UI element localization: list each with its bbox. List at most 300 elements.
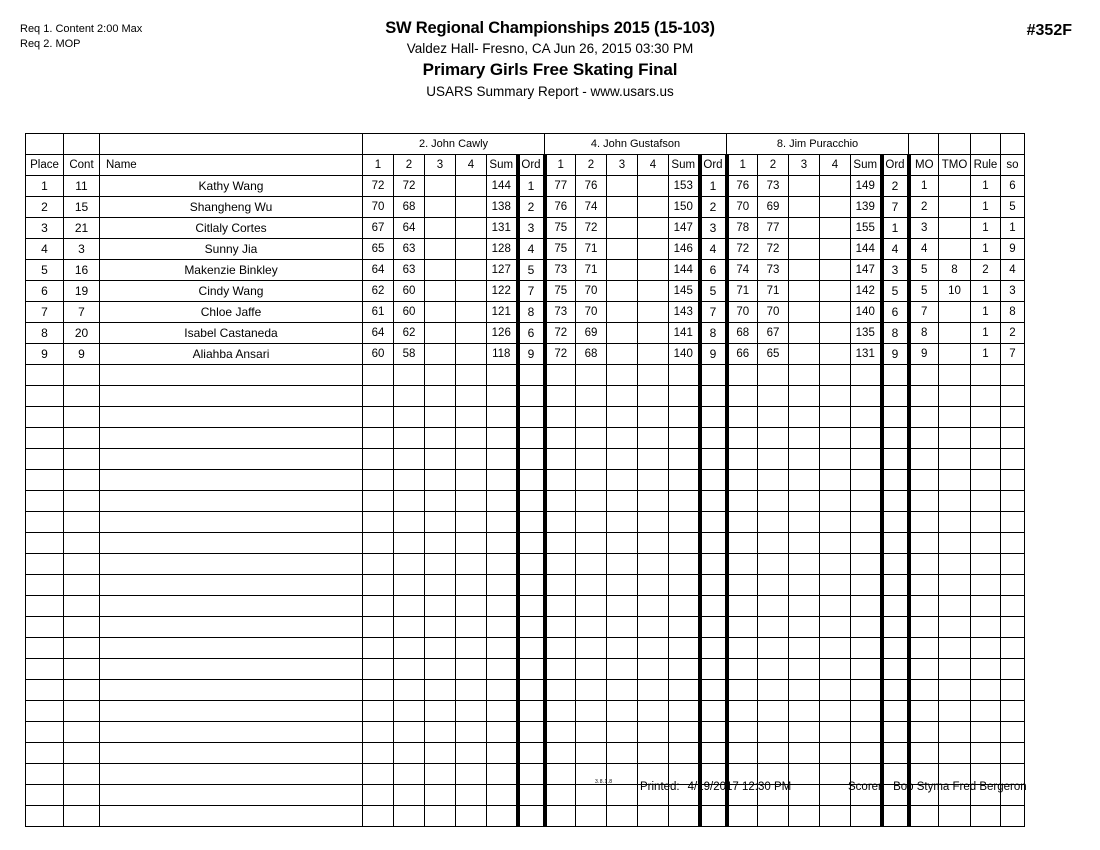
cell-j2-sum: 140 [669, 344, 700, 365]
cell-empty [518, 743, 545, 764]
cell-empty [909, 491, 939, 512]
cell-empty [909, 575, 939, 596]
cell-empty [1001, 470, 1025, 491]
cell-empty [64, 596, 100, 617]
cell-empty [820, 764, 851, 785]
cell-empty [1001, 491, 1025, 512]
cell-empty [607, 617, 638, 638]
cell-empty [882, 575, 909, 596]
cell-empty [518, 407, 545, 428]
cell-empty [727, 407, 758, 428]
cell-j1-sum: 128 [487, 239, 518, 260]
cell-j2-score-3 [607, 302, 638, 323]
cell-empty [425, 806, 456, 827]
cell-j1-score-3 [425, 281, 456, 302]
cell-empty [100, 701, 363, 722]
cell-j2-sum: 145 [669, 281, 700, 302]
cell-empty [518, 596, 545, 617]
cell-j2-score-2: 74 [576, 197, 607, 218]
cell-j2-score-2: 71 [576, 260, 607, 281]
cell-empty [425, 680, 456, 701]
cell-j3-score-3 [789, 344, 820, 365]
cell-empty [851, 701, 882, 722]
cell-j1-score-1: 65 [363, 239, 394, 260]
cell-empty [456, 554, 487, 575]
cell-empty [64, 449, 100, 470]
cell-empty [820, 596, 851, 617]
cell-empty [939, 491, 971, 512]
cell-empty [576, 533, 607, 554]
cell-j3-score-1: 78 [727, 218, 758, 239]
cell-empty [607, 533, 638, 554]
cell-empty [758, 491, 789, 512]
cell-empty [638, 596, 669, 617]
cell-empty [882, 680, 909, 701]
cell-empty [700, 680, 727, 701]
cell-tmo: 10 [939, 281, 971, 302]
cell-empty [576, 659, 607, 680]
cell-empty [700, 365, 727, 386]
cell-j1-score-2: 63 [394, 239, 425, 260]
cell-empty [727, 722, 758, 743]
cell-so: 7 [1001, 344, 1025, 365]
cell-empty [909, 617, 939, 638]
cell-empty [487, 680, 518, 701]
cell-empty [638, 554, 669, 575]
cell-empty [26, 449, 64, 470]
cell-j1-score-3 [425, 197, 456, 218]
cell-empty [487, 596, 518, 617]
cell-empty [576, 680, 607, 701]
cell-tmo [939, 302, 971, 323]
cell-empty [820, 512, 851, 533]
cell-empty [700, 554, 727, 575]
cell-empty [638, 638, 669, 659]
cell-empty [669, 617, 700, 638]
cell-empty [669, 386, 700, 407]
cell-j3-score-1: 71 [727, 281, 758, 302]
cell-empty [909, 722, 939, 743]
cell-empty [487, 701, 518, 722]
cell-empty [909, 743, 939, 764]
cell-empty [545, 806, 576, 827]
cell-j1-score-1: 64 [363, 323, 394, 344]
cell-j3-sum: 142 [851, 281, 882, 302]
cell-empty [100, 512, 363, 533]
cell-empty [971, 365, 1001, 386]
cell-empty [939, 386, 971, 407]
cell-empty [851, 470, 882, 491]
cell-empty [700, 491, 727, 512]
cell-j3-ord: 9 [882, 344, 909, 365]
cell-j1-score-4 [456, 176, 487, 197]
cell-empty [100, 386, 363, 407]
cell-empty [909, 680, 939, 701]
cell-empty [939, 680, 971, 701]
cell-empty [789, 785, 820, 806]
cell-empty [456, 575, 487, 596]
col-header-tmo: TMO [939, 155, 971, 176]
cell-empty [882, 533, 909, 554]
cell-empty [545, 701, 576, 722]
cell-j1-score-4 [456, 197, 487, 218]
cell-place: 2 [26, 197, 64, 218]
cell-empty [363, 512, 394, 533]
cell-empty [26, 386, 64, 407]
cell-j3-score-2: 72 [758, 239, 789, 260]
cell-empty [909, 701, 939, 722]
cell-empty [64, 806, 100, 827]
cell-tmo: 8 [939, 260, 971, 281]
cell-rule: 1 [971, 344, 1001, 365]
cell-empty [789, 365, 820, 386]
scorer-label: Scorer: [848, 781, 886, 793]
cell-empty [518, 386, 545, 407]
cell-cont: 3 [64, 239, 100, 260]
cell-empty [363, 680, 394, 701]
cell-name: Aliahba Ansari [100, 344, 363, 365]
col-header-j2-s2: 2 [576, 155, 607, 176]
results-table-body [26, 176, 1025, 827]
cell-j1-sum: 138 [487, 197, 518, 218]
table-row [26, 176, 1025, 197]
cell-empty [789, 764, 820, 785]
cell-empty [607, 470, 638, 491]
cell-j2-ord: 4 [700, 239, 727, 260]
cell-mo: 1 [909, 176, 939, 197]
cell-empty [851, 365, 882, 386]
cell-j3-score-1: 72 [727, 239, 758, 260]
cell-j3-sum: 149 [851, 176, 882, 197]
cell-empty [545, 386, 576, 407]
cell-empty [820, 470, 851, 491]
cell-empty [545, 659, 576, 680]
cell-empty [576, 701, 607, 722]
cell-j2-score-3 [607, 344, 638, 365]
cell-empty [727, 491, 758, 512]
cell-empty [851, 407, 882, 428]
cell-empty [727, 701, 758, 722]
cell-j2-sum: 143 [669, 302, 700, 323]
cell-j1-score-2: 62 [394, 323, 425, 344]
cell-empty [789, 617, 820, 638]
cell-empty [487, 764, 518, 785]
cell-empty [425, 386, 456, 407]
cell-empty [1001, 533, 1025, 554]
cell-empty [700, 806, 727, 827]
report-source-line: USARS Summary Report - www.usars.us [426, 84, 674, 99]
cell-cont: 19 [64, 281, 100, 302]
cell-so: 3 [1001, 281, 1025, 302]
cell-empty [939, 722, 971, 743]
cell-empty [727, 743, 758, 764]
cell-j1-score-1: 67 [363, 218, 394, 239]
cell-empty [26, 659, 64, 680]
cell-empty [425, 785, 456, 806]
cell-empty [26, 407, 64, 428]
cell-empty [971, 617, 1001, 638]
cell-j2-ord: 5 [700, 281, 727, 302]
cell-j1-score-3 [425, 323, 456, 344]
cell-tmo [939, 344, 971, 365]
banner-spacer-place [26, 134, 64, 155]
cell-j3-ord: 2 [882, 176, 909, 197]
cell-empty [700, 512, 727, 533]
cell-empty [700, 407, 727, 428]
cell-empty [971, 512, 1001, 533]
column-header-row [26, 155, 1025, 176]
cell-cont: 15 [64, 197, 100, 218]
cell-empty [1001, 512, 1025, 533]
cell-empty [545, 764, 576, 785]
cell-empty [518, 554, 545, 575]
cell-j3-sum: 147 [851, 260, 882, 281]
cell-empty [394, 785, 425, 806]
cell-empty [545, 470, 576, 491]
cell-empty [487, 470, 518, 491]
cell-empty [64, 764, 100, 785]
cell-empty [26, 491, 64, 512]
cell-j2-score-1: 72 [545, 344, 576, 365]
cell-empty [669, 575, 700, 596]
cell-j1-score-2: 60 [394, 302, 425, 323]
cell-j3-sum: 144 [851, 239, 882, 260]
cell-empty [669, 533, 700, 554]
cell-empty [882, 617, 909, 638]
cell-empty [638, 365, 669, 386]
cell-empty [1001, 743, 1025, 764]
cell-empty [939, 365, 971, 386]
table-row [26, 344, 1025, 365]
cell-empty [882, 659, 909, 680]
cell-empty [487, 533, 518, 554]
cell-empty [669, 596, 700, 617]
cell-j1-score-1: 62 [363, 281, 394, 302]
cell-j1-score-2: 58 [394, 344, 425, 365]
cell-empty [487, 806, 518, 827]
col-header-j1-s3: 3 [425, 155, 456, 176]
cell-empty [425, 743, 456, 764]
cell-empty [518, 470, 545, 491]
cell-empty [607, 386, 638, 407]
cell-empty [939, 701, 971, 722]
cell-empty [545, 596, 576, 617]
cell-empty [820, 449, 851, 470]
cell-empty [789, 680, 820, 701]
cell-j1-score-4 [456, 323, 487, 344]
cell-empty [576, 449, 607, 470]
cell-name: Chloe Jaffe [100, 302, 363, 323]
cell-j3-score-4 [820, 344, 851, 365]
cell-j1-ord: 3 [518, 218, 545, 239]
banner-spacer-so [1001, 134, 1025, 155]
cell-empty [727, 596, 758, 617]
cell-empty [700, 575, 727, 596]
cell-empty [758, 512, 789, 533]
cell-empty [64, 491, 100, 512]
cell-j3-sum: 135 [851, 323, 882, 344]
cell-j1-sum: 126 [487, 323, 518, 344]
requirement-line-2: Req 2. MOP [20, 38, 81, 50]
cell-empty [758, 743, 789, 764]
cell-empty [851, 806, 882, 827]
cell-empty [669, 638, 700, 659]
table-row-empty [26, 596, 1025, 617]
cell-j3-score-4 [820, 197, 851, 218]
table-row [26, 302, 1025, 323]
cell-j1-score-3 [425, 344, 456, 365]
cell-empty [100, 764, 363, 785]
cell-empty [789, 659, 820, 680]
cell-empty [100, 806, 363, 827]
cell-empty [64, 512, 100, 533]
cell-empty [758, 365, 789, 386]
cell-empty [100, 617, 363, 638]
results-table [25, 133, 1025, 827]
cell-empty [700, 533, 727, 554]
cell-empty [26, 638, 64, 659]
cell-empty [363, 659, 394, 680]
cell-so: 4 [1001, 260, 1025, 281]
cell-empty [26, 701, 64, 722]
table-row-empty [26, 512, 1025, 533]
cell-empty [882, 743, 909, 764]
cell-empty [638, 491, 669, 512]
cell-empty [758, 575, 789, 596]
cell-empty [851, 575, 882, 596]
table-row-empty [26, 659, 1025, 680]
cell-mo: 4 [909, 239, 939, 260]
cell-j1-score-1: 64 [363, 260, 394, 281]
cell-rule: 1 [971, 218, 1001, 239]
cell-empty [394, 491, 425, 512]
cell-empty [820, 617, 851, 638]
cell-empty [26, 743, 64, 764]
cell-place: 9 [26, 344, 64, 365]
cell-empty [851, 554, 882, 575]
cell-empty [100, 407, 363, 428]
cell-empty [851, 449, 882, 470]
cell-empty [971, 680, 1001, 701]
cell-empty [425, 470, 456, 491]
cell-empty [939, 806, 971, 827]
cell-tmo [939, 176, 971, 197]
cell-empty [758, 617, 789, 638]
cell-j2-sum: 144 [669, 260, 700, 281]
cell-empty [1001, 617, 1025, 638]
cell-empty [727, 428, 758, 449]
cell-empty [789, 386, 820, 407]
cell-rule: 1 [971, 239, 1001, 260]
cell-empty [638, 470, 669, 491]
cell-empty [64, 701, 100, 722]
cell-empty [100, 638, 363, 659]
cell-empty [26, 470, 64, 491]
col-header-j2-s3: 3 [607, 155, 638, 176]
cell-empty [939, 659, 971, 680]
cell-cont: 21 [64, 218, 100, 239]
table-row-empty [26, 491, 1025, 512]
cell-empty [882, 806, 909, 827]
cell-empty [700, 722, 727, 743]
cell-empty [727, 449, 758, 470]
cell-empty [939, 638, 971, 659]
cell-j1-score-1: 72 [363, 176, 394, 197]
cell-empty [100, 722, 363, 743]
cell-j1-score-3 [425, 302, 456, 323]
cell-empty [607, 428, 638, 449]
cell-empty [363, 407, 394, 428]
cell-rule: 2 [971, 260, 1001, 281]
cell-j1-score-2: 68 [394, 197, 425, 218]
cell-empty [971, 596, 1001, 617]
cell-j3-score-1: 76 [727, 176, 758, 197]
cell-j3-sum: 140 [851, 302, 882, 323]
cell-empty [394, 659, 425, 680]
cell-empty [518, 428, 545, 449]
cell-empty [545, 407, 576, 428]
cell-empty [576, 470, 607, 491]
cell-j3-score-3 [789, 302, 820, 323]
cell-place: 8 [26, 323, 64, 344]
cell-j1-score-2: 72 [394, 176, 425, 197]
table-row [26, 323, 1025, 344]
cell-empty [851, 533, 882, 554]
cell-empty [669, 365, 700, 386]
cell-empty [64, 659, 100, 680]
cell-j3-ord: 8 [882, 323, 909, 344]
cell-empty [820, 680, 851, 701]
cell-tmo [939, 323, 971, 344]
cell-empty [851, 743, 882, 764]
cell-empty [669, 407, 700, 428]
cell-j2-score-1: 73 [545, 302, 576, 323]
cell-empty [939, 554, 971, 575]
cell-empty [700, 743, 727, 764]
cell-empty [882, 428, 909, 449]
cell-j1-score-4 [456, 344, 487, 365]
cell-empty [727, 365, 758, 386]
cell-empty [26, 533, 64, 554]
printed-info [640, 781, 791, 793]
col-header-j3-s1: 1 [727, 155, 758, 176]
cell-empty [638, 428, 669, 449]
cell-j3-score-3 [789, 218, 820, 239]
cell-empty [456, 764, 487, 785]
cell-j3-score-3 [789, 260, 820, 281]
cell-empty [487, 554, 518, 575]
cell-j1-score-2: 64 [394, 218, 425, 239]
cell-empty [909, 659, 939, 680]
cell-empty [638, 575, 669, 596]
cell-j2-sum: 141 [669, 323, 700, 344]
col-header-j1-s1: 1 [363, 155, 394, 176]
cell-empty [1001, 722, 1025, 743]
cell-j1-score-4 [456, 281, 487, 302]
printed-label: Printed: [640, 781, 680, 793]
cell-empty [456, 512, 487, 533]
cell-empty [669, 491, 700, 512]
cell-empty [487, 575, 518, 596]
table-row [26, 239, 1025, 260]
cell-empty [518, 638, 545, 659]
cell-empty [26, 512, 64, 533]
cell-empty [758, 722, 789, 743]
cell-empty [820, 638, 851, 659]
printed-value: 4/19/2017 12:30 PM [687, 781, 792, 793]
cell-empty [363, 428, 394, 449]
cell-empty [758, 428, 789, 449]
